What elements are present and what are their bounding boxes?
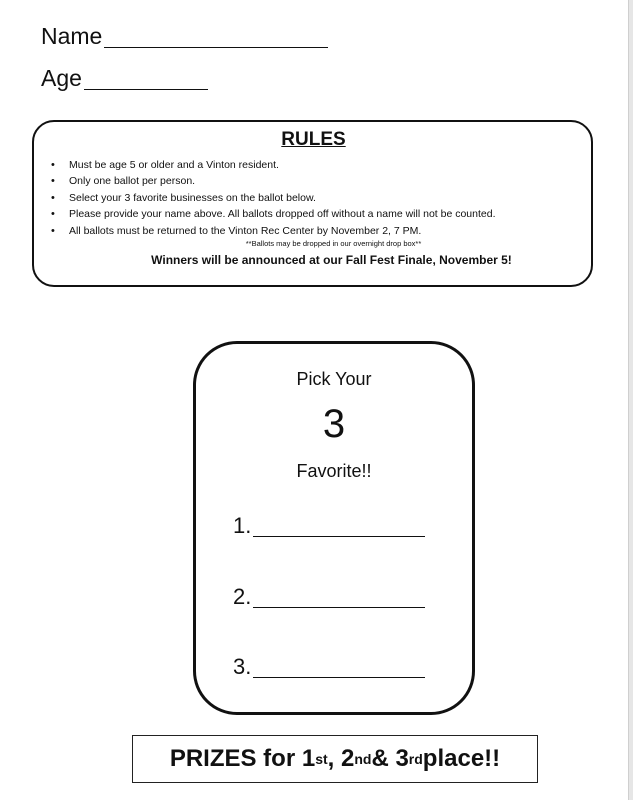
prizes-banner: PRIZES for 1 st , 2 nd & 3 rd place!!: [132, 735, 538, 783]
dropbox-note: **Ballots may be dropped in our overnight drop box**: [245, 239, 422, 249]
page-edge: [628, 0, 633, 800]
rule-item: • Must be age 5 or older and a Vinton resident.: [50, 157, 577, 174]
rule-item: • Please provide your name above. All ballots dropped off without a name will not be counted.: [50, 206, 577, 223]
ballot-slot-label: 3.: [233, 654, 252, 679]
name-field[interactable]: [41, 25, 328, 48]
ballot-heading: Pick Your: [296, 369, 372, 389]
rule-item: • Select your 3 favorite businesses on the ballot below.: [50, 190, 577, 207]
ballot-slot-line[interactable]: [253, 657, 425, 678]
ballot-slot-line[interactable]: [253, 516, 425, 537]
age-blank-line[interactable]: [84, 69, 208, 90]
rule-item: • Only one ballot per person.: [50, 173, 577, 190]
age-label: Age: [41, 65, 82, 91]
rules-title: RULES: [281, 129, 346, 150]
ballot-slot-1[interactable]: [233, 515, 425, 537]
age-field[interactable]: [41, 67, 208, 90]
prizes-text-second: , 2: [327, 745, 355, 772]
name-label: Name: [41, 23, 103, 49]
winners-announcement: Winners will be announced at our Fall Fest Finale, November 5!: [151, 253, 512, 268]
ballot-slot-line[interactable]: [253, 587, 425, 608]
prizes-text-third: & 3: [371, 745, 409, 772]
ballot-subheading: Favorite!!: [296, 461, 372, 481]
prizes-text-end: place!!: [422, 745, 501, 772]
ballot-box: [193, 341, 475, 715]
rules-box: [32, 120, 593, 287]
ballot-number: 3: [322, 402, 346, 446]
ballot-slot-2[interactable]: [233, 586, 425, 608]
ballot-slot-label: 2.: [233, 584, 252, 609]
rule-item: • All ballots must be returned to the Vinton Rec Center by November 2, 7 PM.: [50, 223, 577, 240]
prizes-text-start: PRIZES for 1: [169, 745, 316, 772]
name-blank-line[interactable]: [104, 27, 328, 48]
ballot-slot-label: 1.: [233, 513, 252, 538]
rules-list: [50, 157, 577, 240]
ballot-slot-3[interactable]: [233, 656, 425, 678]
